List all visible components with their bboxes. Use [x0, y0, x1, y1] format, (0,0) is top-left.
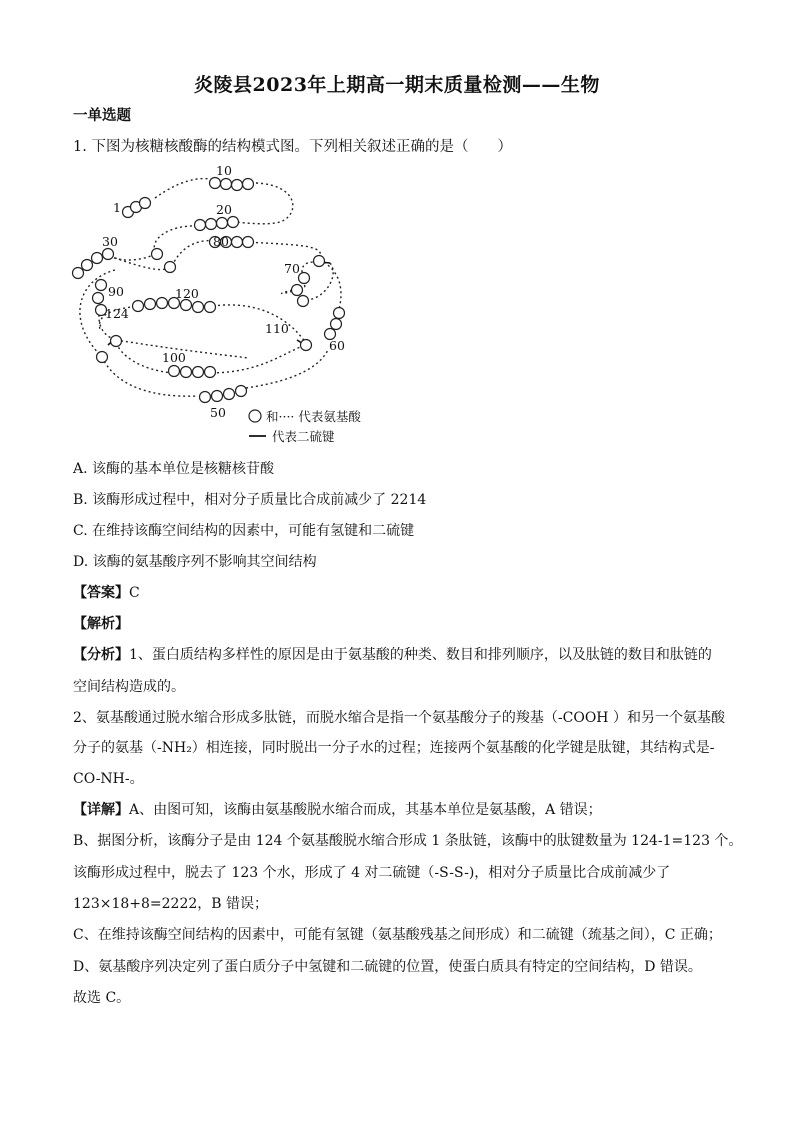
- detail-line-b3: 123×18+8=2222，B 错误；: [73, 896, 269, 912]
- fenxi-line-1: [73, 644, 712, 664]
- detail-line-b2: 该酶形成过程中，脱去了 123 个水，形成了 4 对二硫键（-S-S-)，相对分子质量比合成前减少了: [73, 865, 671, 881]
- answer-line: [73, 582, 140, 602]
- label-120: 120: [175, 286, 199, 301]
- label-100: 100: [162, 350, 186, 365]
- detail-line-b1: B、据图分析，该酶分子是由 124 个氨基酸脱水缩合形成 1 条肽链，该酶中的肽键数量为 124-1=123 个。: [73, 833, 743, 849]
- page-title: 炎陵县2023年上期高一期末质量检测——生物: [194, 74, 600, 96]
- option-c: C. 在维持该酶空间结构的因素中，可能有氢键和二硫键: [73, 523, 415, 539]
- fenxi-line-3: 2、氨基酸通过脱水缩合形成多肽链，而脱水缩合是指一个氨基酸分子的羧基（-COOH ）和另一个氨基酸: [73, 710, 725, 726]
- fenxi-line-2: 空间结构造成的。: [73, 679, 185, 695]
- label-60: 60: [329, 338, 345, 353]
- fenxi-line-4: 分子的氨基（-NH₂）相连接，同时脱出一分子水的过程；连接两个氨基酸的化学键是肽键，其结构式是-: [73, 740, 715, 756]
- fenxi-tag: 【分析】: [73, 647, 129, 663]
- detail-line-c: C、在维持该酶空间结构的因素中，可能有氢键（氨基酸残基之间形成）和二硫键（巯基之间），C 正确；: [73, 927, 722, 943]
- label-90: 90: [108, 284, 124, 299]
- label-124: 124: [105, 306, 129, 321]
- label-1: 1: [113, 200, 121, 215]
- detail-line-a: [73, 799, 602, 819]
- legend-disulfide-bond: 代表二硫键: [272, 429, 335, 444]
- legend-amino-acid: 和···· 代表氨基酸: [266, 409, 361, 424]
- section-heading: 一单选题: [73, 107, 131, 124]
- detail-text-a: A、由图可知，该酶由氨基酸脱水缩合而成，其基本单位是氨基酸，A 错误；: [129, 802, 602, 818]
- answer-value: C: [129, 585, 140, 601]
- question-stem: 1. 下图为核糖核酸酶的结构模式图。下列相关叙述正确的是（ ）: [73, 139, 512, 155]
- ribonuclease-structure-diagram: [60, 158, 400, 448]
- detail-line-d: D、氨基酸序列决定列了蛋白质分子中氢键和二硫键的位置，使蛋白质具有特定的空间结构，D 错误。: [73, 959, 702, 975]
- answer-tag: 【答案】: [73, 585, 129, 601]
- label-10: 10: [216, 163, 232, 178]
- analysis-tag: 【解析】: [73, 616, 129, 632]
- detail-tag: 【详解】: [73, 802, 129, 818]
- option-a: A. 该酶的基本单位是核糖核苷酸: [73, 461, 275, 477]
- option-d: D. 该酶的氨基酸序列不影响其空间结构: [73, 554, 317, 570]
- label-50: 50: [210, 405, 226, 420]
- label-80: 80: [213, 234, 229, 249]
- detail-line-end: 故选 C。: [73, 990, 131, 1006]
- fenxi-line-5: CO-NH-。: [73, 771, 144, 787]
- label-30: 30: [102, 234, 118, 249]
- label-70: 70: [284, 261, 300, 276]
- label-110: 110: [265, 321, 289, 336]
- label-20: 20: [216, 202, 232, 217]
- option-b: B. 该酶形成过程中，相对分子质量比合成前减少了 2214: [73, 492, 427, 508]
- fenxi-text-1: 1、蛋白质结构多样性的原因是由于氨基酸的种类、数目和排列顺序，以及肽链的数目和肽链的: [129, 647, 712, 663]
